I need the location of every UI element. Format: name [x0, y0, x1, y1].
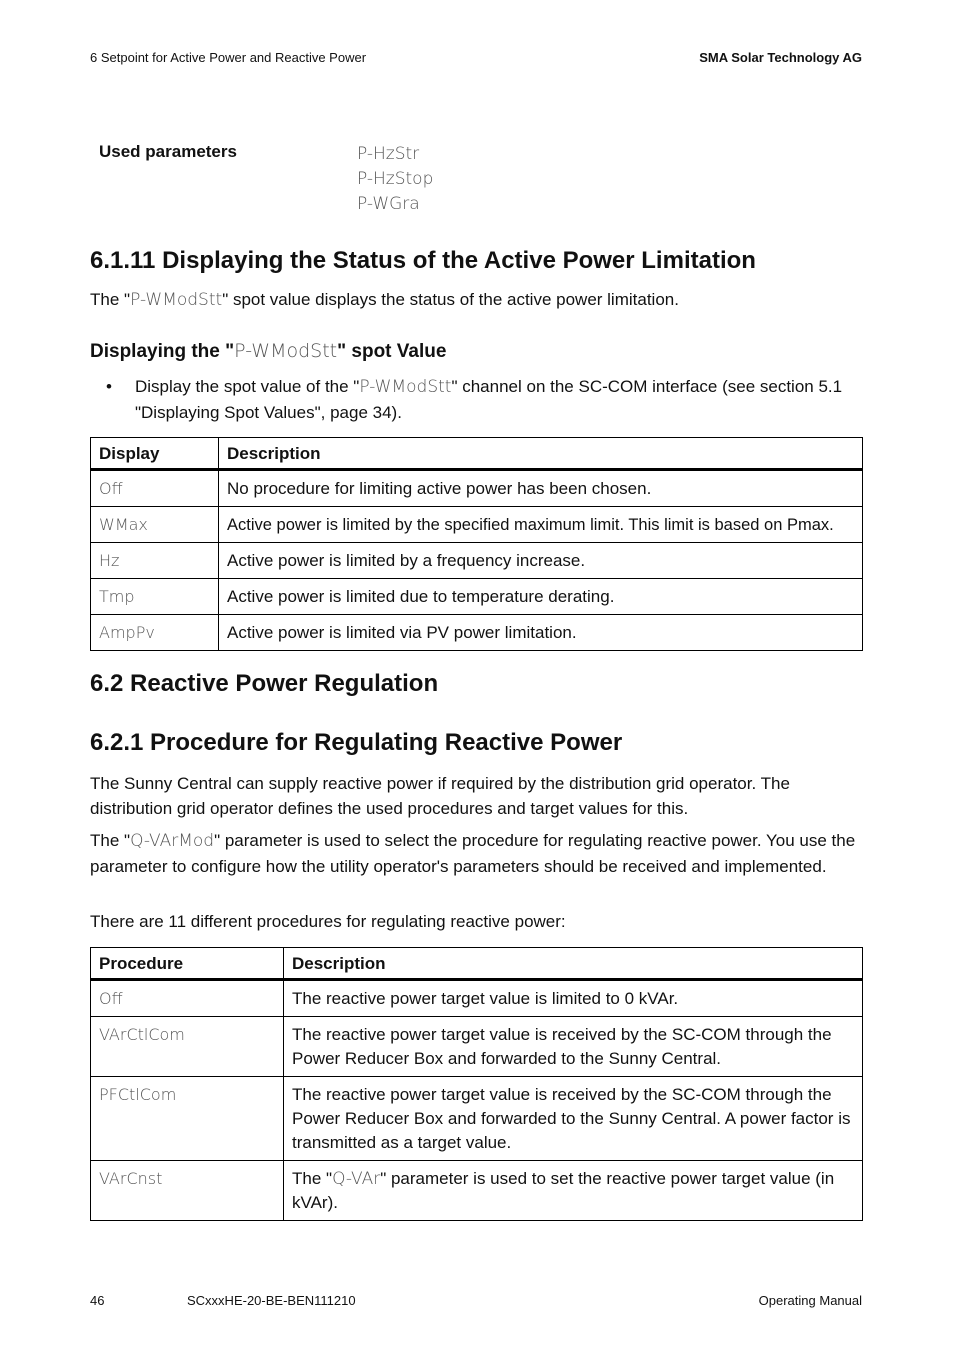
column-header: Procedure: [91, 948, 284, 980]
used-parameters-list: [357, 142, 433, 217]
section-heading-6-1-11: 6.1.11 Displaying the Status of the Active Power Limitation: [90, 247, 756, 274]
table-row: Hz Active power is limited by a frequency increase.: [91, 543, 863, 579]
display-status-table: [90, 437, 863, 651]
column-header: Description: [284, 948, 863, 980]
column-header: Display: [91, 438, 219, 470]
bullet-icon: •: [106, 377, 112, 396]
table-row: Off The reactive power target value is limited to 0 kVAr.: [91, 980, 863, 1017]
paragraph: The "Q-VArMod" parameter is used to select the procedure for regulating reactive power. You use the parameter to configure how the utility operator's parameters should be received and implemented.: [90, 831, 856, 876]
footer-doc-id: SCxxxHE-20-BE-BEN111210: [187, 1293, 356, 1308]
param-ref: P-WModStt: [234, 340, 338, 362]
paragraph: There are 11 different procedures for regulating reactive power:: [90, 912, 566, 931]
param-ref: Q-VArMod: [130, 831, 215, 851]
header-chapter: 6 Setpoint for Active Power and Reactive Power: [90, 50, 367, 65]
table-row: VArCtlCom The reactive power target value is received by the SC-COM through the Power Reducer Box and forwarded to the Sunny Central.: [91, 1017, 863, 1077]
parameter-item: P-HzStr: [357, 144, 420, 164]
table-row: WMax Active power is limited by the specified maximum limit. This limit is based on Pmax.: [91, 507, 863, 543]
parameter-item: P-HzStop: [357, 169, 434, 189]
subheading-spot-value: Displaying the "P-WModStt" spot Value: [90, 340, 447, 362]
used-parameters-label: Used parameters: [99, 142, 237, 161]
table-row: VArCnst The "Q-VAr" parameter is used to set the reactive power target value (in kVAr).: [91, 1161, 863, 1221]
paragraph: The Sunny Central can supply reactive power if required by the distribution grid operator. The distribution grid operator defines the used procedures and target values for this.: [90, 774, 790, 818]
procedure-table: [90, 947, 863, 1221]
section-heading-6-2: 6.2 Reactive Power Regulation: [90, 670, 439, 697]
footer-page-number: 46: [90, 1293, 105, 1308]
intro-paragraph: The "P-WModStt" spot value displays the status of the active power limitation.: [90, 290, 679, 310]
param-ref: Q-VAr: [332, 1169, 381, 1189]
table-header-row: [91, 438, 863, 470]
param-ref: P-WModStt: [130, 290, 223, 310]
column-header: Description: [219, 438, 863, 470]
table-row: AmpPv Active power is limited via PV power limitation.: [91, 615, 863, 651]
table-row: PFCtlCom The reactive power target value is received by the SC-COM through the Power Reducer Box and forwarded to the Sunny Central. A power factor is transmitted as a target value.: [91, 1077, 863, 1161]
param-ref: P-WModStt: [359, 377, 452, 397]
table-header-row: [91, 948, 863, 980]
section-heading-6-2-1: 6.2.1 Procedure for Regulating Reactive Power: [90, 729, 623, 756]
footer-manual-title: Operating Manual: [758, 1293, 862, 1308]
table-row: Tmp Active power is limited due to temperature derating.: [91, 579, 863, 615]
table-row: Off No procedure for limiting active power has been chosen.: [91, 470, 863, 507]
parameter-item: P-WGra: [357, 194, 420, 214]
header-company: SMA Solar Technology AG: [699, 50, 862, 65]
